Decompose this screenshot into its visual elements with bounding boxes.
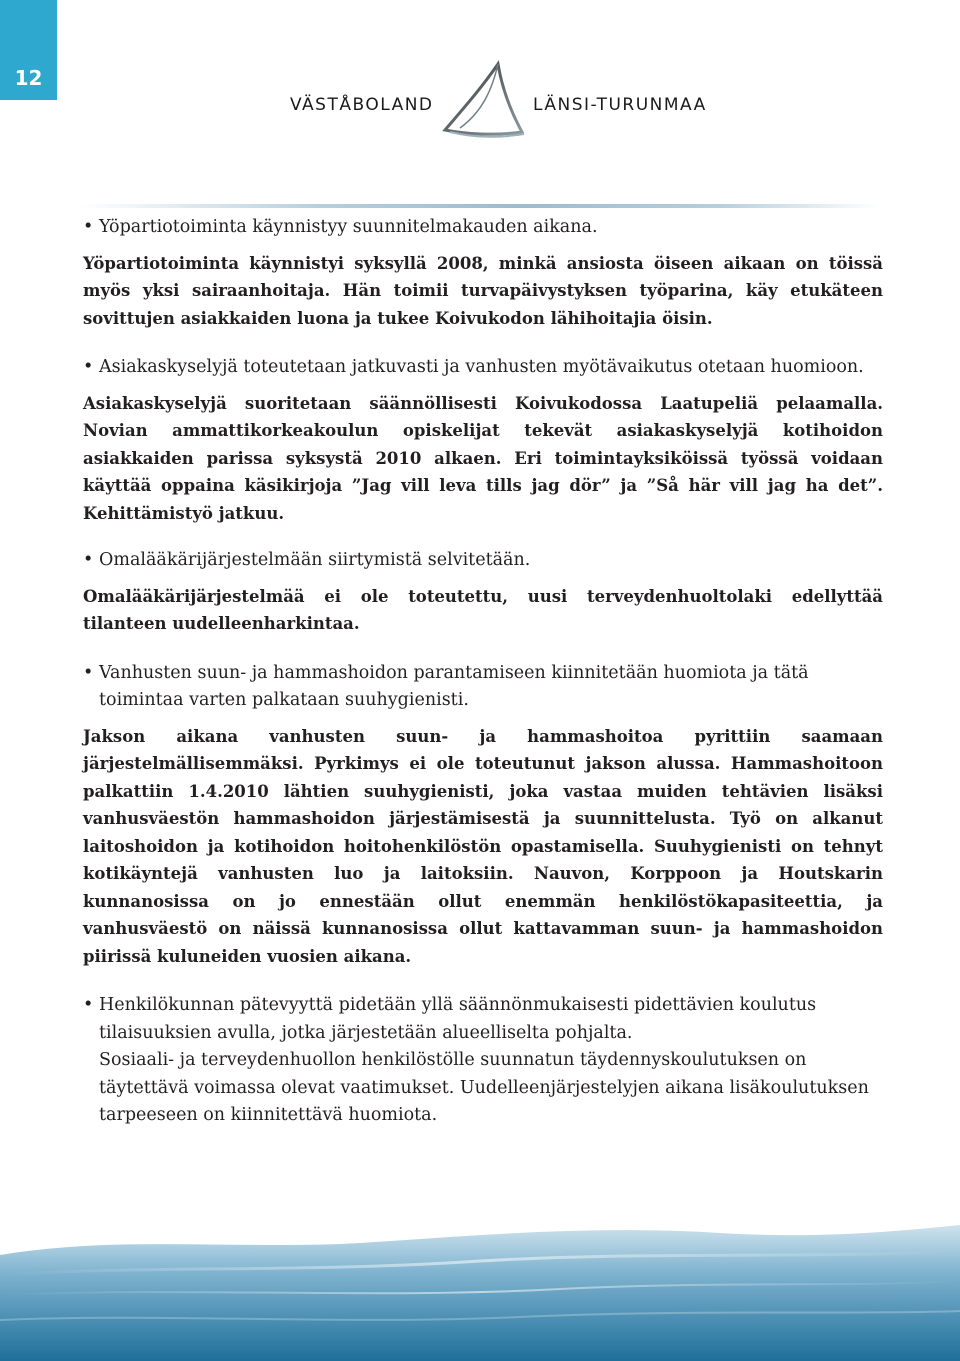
status-paragraph: Omalääkärijärjestelmää ei ole toteutettu, uusi terveydenhuoltolaki edellyttää tilanteen uudelleenharkintaa. xyxy=(83,586,883,633)
goal-text: • Omalääkärijärjestelmään siirtymistä selvitetään. xyxy=(99,550,531,570)
goal-bullet xyxy=(83,547,883,575)
goal-bullet xyxy=(83,354,883,382)
document-body xyxy=(83,214,883,1130)
goal-bullet xyxy=(83,660,883,715)
goal-text: • Yöpartiotoiminta käynnistyy suunnitelmakauden aikana. xyxy=(99,217,598,237)
water-wave-decoration xyxy=(0,1195,960,1361)
sail-logo-icon xyxy=(440,60,530,140)
status-paragraph: Asiakaskyselyjä suoritetaan säännöllisesti Koivukodossa Laatupeliä pelaamalla. Novian ammattikorkeakoulun opiskelijat tekevät asiakaskyselyjä kotihoidon asiakkaiden parissa syksystä 2010 alkaen. Eri toimintayksiköissä työssä voidaan käyttää oppaina käsikirjoja ”Jag vill leva tills jag dör” ja ”Så här vill jag ha det”. Kehittämistyö jatkuu. xyxy=(83,393,883,523)
header-divider xyxy=(80,204,880,208)
goal-text: • Vanhusten suun- ja hammashoidon parantamiseen kiinnitetään huomiota ja tätä toimintaa varten palkataan suuhygienisti. xyxy=(99,662,809,710)
goal-text: • Henkilökunnan pätevyyttä pidetään yllä säännönmukaisesti pidettävien koulutus tilaisuuksien avulla, jotka järjestetään alueelliselta pohjalta. xyxy=(99,995,817,1043)
brand-vastaboland: VÄSTÅBOLAND xyxy=(290,95,434,115)
status-paragraph: Yöpartiotoiminta käynnistyi syksyllä 2008, minkä ansiosta öiseen aikaan on töissä myös yksi sairaanhoitaja. Hän toimii turvapäivystyksen työparina, käy etukäteen sovittujen asiakkaiden luona ja tukee Koivukodon lähihoitajia öisin. xyxy=(83,253,883,328)
goal-text: • Asiakaskyselyjä toteutetaan jatkuvasti ja vanhusten myötävaikutus otetaan huomioon. xyxy=(99,357,864,377)
goal-text-continued: Sosiaali- ja terveydenhuollon henkilöstölle suunnatun täydennyskoulutuksen on täytettävä voimassa olevat vaatimukset. Uudelleenjärjestelyjen aikana lisäkoulutuksen tarpeeseen on kiinnitettävä huomiota. xyxy=(99,1050,869,1125)
status-paragraph: Jakson aikana vanhusten suun- ja hammashoitoa pyrittiin saamaan järjestelmällisemmäksi. Pyrkimys ei ole toteutunut jakson alussa. Hammashoitoon palkattiin 1.4.2010 lähtien suuhygienisti, joka vastaa muiden tehtävien lisäksi vanhusväestön hammashoidon järjestämisestä ja suunnittelusta. Työ on alkanut laitoshoidon ja kotihoidon hoitohenkilöstön opastamisella. Suuhygienisti on tehnyt kotikäyntejä vanhusten luo ja laitoksiin. Nauvon, Korppoon ja Houtskarin kunnanosissa on jo ennestään ollut enemmän henkilöstökapasiteettia, ja vanhusväestö on näissä kunnanosissa ollut kattavamman suun- ja hammashoidon piirissä kuluneiden vuosien aikana. xyxy=(83,726,883,966)
goal-bullet xyxy=(83,992,883,1130)
goal-bullet xyxy=(83,214,883,242)
brand-lansi-turunmaa: LÄNSI-TURUNMAA xyxy=(533,95,707,115)
page-number: 12 xyxy=(14,66,43,90)
